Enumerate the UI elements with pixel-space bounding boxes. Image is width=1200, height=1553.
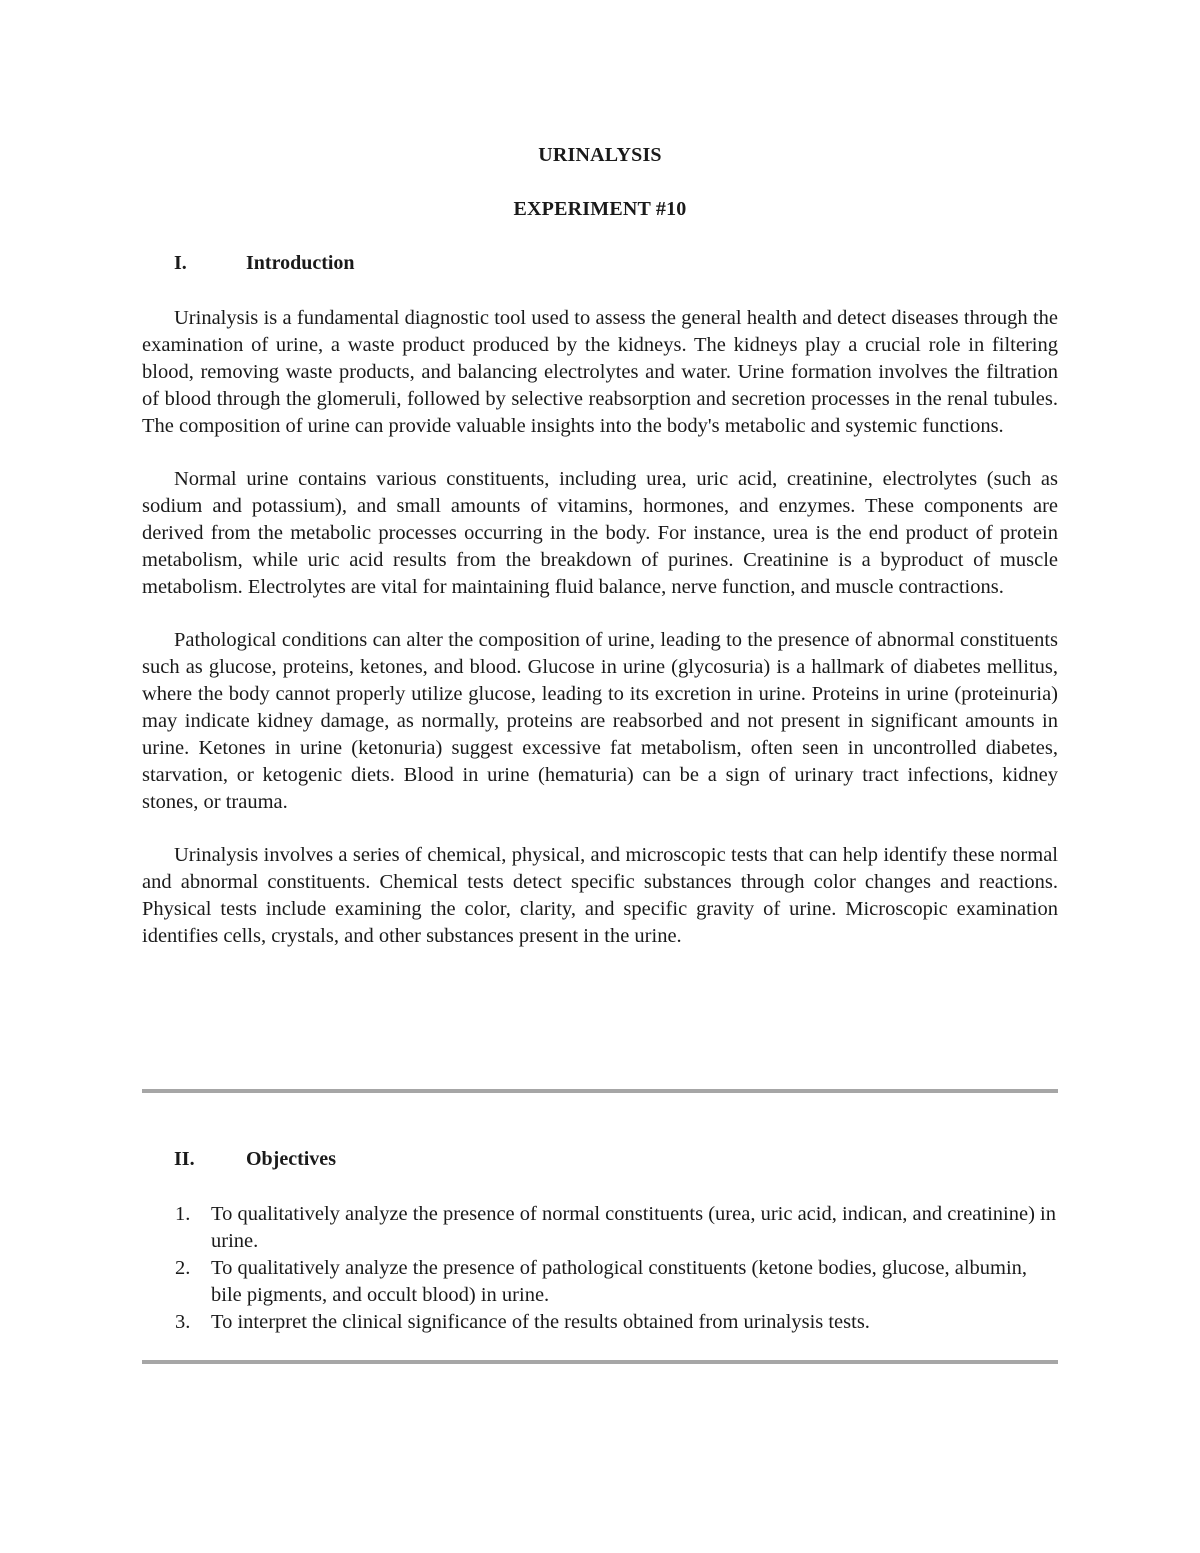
section-divider: [142, 1360, 1058, 1364]
introduction-body: [142, 305, 1058, 976]
objective-number: 1.: [175, 1203, 191, 1225]
introduction-heading: [174, 252, 355, 275]
objective-item: [142, 1201, 1058, 1255]
objectives-list: [142, 1201, 1058, 1336]
objective-item: [142, 1255, 1058, 1309]
experiment-number: EXPERIMENT #10: [513, 198, 687, 220]
objective-item: [142, 1309, 1058, 1336]
intro-paragraph: Urinalysis is a fundamental diagnostic tool used to assess the general health and detect diseases through the examination of urine, a waste product produced by the kidneys. The kidneys play a crucial role in filtering blood, removing waste products, and balancing electrolytes and water. Urine formation involves the filtration of blood through the glomeruli, followed by selective reabsorption and secretion processes in the renal tubules. The composition of urine can provide valuable insights into the body's metabolic and systemic functions.: [142, 307, 1058, 437]
intro-paragraph: Pathological conditions can alter the composition of urine, leading to the presence of abnormal constituents such as glucose, proteins, ketones, and blood. Glucose in urine (glycosuria) is a hallmark of diabetes mellitus, where the body cannot properly utilize glucose, leading to its excretion in urine. Proteins in urine (proteinuria) may indicate kidney damage, as normally, proteins are reabsorbed and not present in significant amounts in urine. Ketones in urine (ketonuria) suggest excessive fat metabolism, often seen in uncontrolled diabetes, starvation, or ketogenic diets. Blood in urine (hematuria) can be a sign of urinary tract infections, kidney stones, or trauma.: [142, 629, 1058, 813]
intro-paragraph: Urinalysis involves a series of chemical, physical, and microscopic tests that can help identify these normal and abnormal constituents. Chemical tests detect specific substances through color changes and reactions. Physical tests include examining the color, clarity, and specific gravity of urine. Microscopic examination identifies cells, crystals, and other substances present in the urine.: [142, 844, 1058, 947]
intro-paragraph: Normal urine contains various constituents, including urea, uric acid, creatinine, electrolytes (such as sodium and potassium), and small amounts of vitamins, hormones, and enzymes. These components are derived from the metabolic processes occurring in the body. For instance, urea is the end product of protein metabolism, while uric acid results from the breakdown of purines. Creatinine is a byproduct of muscle metabolism. Electrolytes are vital for maintaining fluid balance, nerve function, and muscle contractions.: [142, 468, 1058, 598]
document-title: URINALYSIS: [538, 144, 662, 166]
objective-text: To qualitatively analyze the presence of normal constituents (urea, uric acid, indican, and creatinine) in urine.: [211, 1203, 1056, 1252]
objective-number: 3.: [175, 1311, 191, 1333]
section-number: I.: [174, 252, 187, 274]
section-number: II.: [174, 1148, 195, 1170]
objective-text: To qualitatively analyze the presence of pathological constituents (ketone bodies, glucose, albumin, bile pigments, and occult blood) in urine.: [211, 1257, 1028, 1306]
objective-text: To interpret the clinical significance of the results obtained from urinalysis tests.: [211, 1311, 870, 1333]
section-title: Objectives: [246, 1148, 336, 1170]
section-divider: [142, 1089, 1058, 1093]
objectives-heading: [174, 1148, 336, 1171]
section-title: Introduction: [246, 252, 355, 274]
objective-number: 2.: [175, 1257, 191, 1279]
